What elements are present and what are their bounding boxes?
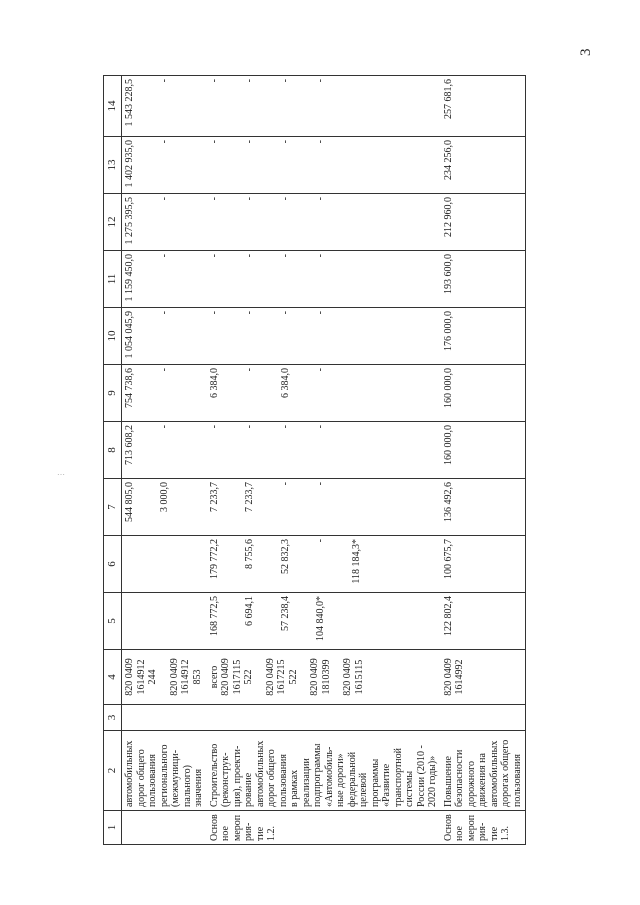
column-header-7: 7: [104, 479, 122, 536]
column-header-1: 1: [104, 811, 122, 845]
cell-line: автомобильных: [124, 740, 135, 807]
cell-line: пального): [181, 765, 193, 807]
value: [147, 254, 159, 304]
value-cell-col-9: [122, 365, 207, 422]
value: -: [208, 425, 220, 429]
cell-line: Основное: [208, 814, 231, 841]
value: -: [158, 425, 170, 429]
cell-line: тие 1.2.: [254, 826, 277, 841]
value: 57 238,4: [279, 596, 291, 631]
value: 234 256,0: [442, 140, 454, 180]
value: [351, 79, 363, 133]
value-cell-col-5: [207, 593, 441, 650]
value: 160 000,0: [442, 425, 454, 465]
value: [147, 140, 159, 190]
value: 118 184,3*: [350, 539, 362, 584]
value-cell-col-12: [441, 194, 526, 251]
blank-cell: [441, 705, 526, 731]
column-header-9: 9: [104, 365, 122, 422]
cell-line: 820 0409: [220, 658, 231, 696]
cell-line: 820 0409: [124, 658, 135, 696]
value: -: [279, 140, 291, 144]
value: 1 543 228,5: [124, 79, 135, 127]
value: [351, 197, 363, 247]
cell-line: федеральной: [346, 751, 358, 807]
value: 6 384,0: [279, 368, 291, 398]
value: -: [279, 254, 291, 258]
value: -: [244, 425, 255, 429]
value: -: [158, 79, 170, 83]
value: -: [315, 311, 326, 315]
value: 168 772,5: [208, 596, 220, 636]
value: [147, 197, 159, 247]
cell-line: (межмуници-: [170, 749, 181, 807]
value-cell-col-7: [207, 479, 441, 536]
value: -: [244, 197, 255, 201]
value: [136, 596, 148, 646]
cell-line: 820 0409: [264, 658, 276, 696]
cell-line: Повышение: [442, 756, 454, 807]
value-cell-col-13: [207, 137, 441, 194]
value: 104 840,0*: [315, 596, 326, 641]
table-row: [441, 76, 526, 845]
value: 122 802,4: [442, 596, 454, 636]
value: [351, 482, 363, 532]
value: 6 384,0: [208, 368, 220, 398]
value: [124, 539, 136, 589]
cell-line: пользования: [147, 754, 158, 807]
value-cell-col-5: [441, 593, 526, 650]
spacer: [332, 653, 342, 701]
value: -: [158, 254, 170, 258]
value: [147, 539, 159, 589]
value: [351, 425, 363, 475]
cell-line: ные дороги»: [335, 753, 346, 807]
value: -: [315, 140, 326, 144]
value: 160 000,0: [442, 368, 454, 408]
cell-line: подпрограммы: [312, 743, 323, 807]
cell-line: 1615115: [353, 659, 365, 695]
value: [136, 140, 148, 190]
value-cell-col-13: [122, 137, 207, 194]
value: [136, 79, 148, 133]
value: 3 000,0: [158, 482, 170, 512]
value: -: [315, 425, 326, 429]
value: -: [244, 140, 255, 144]
value: -: [244, 368, 255, 372]
value: [136, 482, 148, 532]
value: 1 402 935,0: [124, 140, 135, 188]
value-cell-col-8: [441, 422, 526, 479]
value: [136, 197, 148, 247]
cell-line: 522: [287, 669, 299, 685]
table-body: [122, 76, 526, 845]
value: [351, 140, 363, 190]
page-number: 3: [578, 48, 594, 56]
value: -: [158, 197, 170, 201]
spacer: [255, 653, 265, 701]
cell-line: регионального: [158, 744, 170, 807]
value: [136, 539, 148, 589]
event-number-cell: [207, 811, 441, 845]
value: 544 805,0: [124, 482, 135, 522]
column-header-11: 11: [104, 251, 122, 308]
value-cell-col-10: [441, 308, 526, 365]
value: -: [279, 197, 291, 201]
value: [351, 311, 363, 361]
value: 100 675,7: [442, 539, 454, 579]
value-cell-col-11: [207, 251, 441, 308]
column-header-14: 14: [104, 76, 122, 137]
value-cell-col-8: [207, 422, 441, 479]
value: [159, 539, 171, 589]
value: -: [315, 79, 326, 83]
cell-line: 1614912: [180, 659, 191, 695]
budget-code-cell: [441, 650, 526, 705]
value: 1 159 450,0: [124, 254, 135, 302]
value: 754 738,6: [124, 368, 135, 408]
value: 7 233,7: [244, 482, 255, 512]
value: 212 960,0: [442, 197, 454, 237]
cell-line: мероприя-: [465, 814, 488, 841]
budget-table: [103, 75, 526, 845]
blank-cell: [207, 705, 441, 731]
budget-code-cell: [207, 650, 441, 705]
value-cell-col-7: [122, 479, 207, 536]
cell-line: транспортной: [392, 747, 404, 807]
value-cell-col-9: [441, 365, 526, 422]
cell-line: автомобильных: [488, 740, 500, 807]
value: -: [208, 311, 220, 315]
value: [124, 596, 136, 646]
column-header-3: 3: [104, 705, 122, 731]
value: [136, 254, 148, 304]
value: -: [315, 368, 326, 372]
column-header-12: 12: [104, 194, 122, 251]
cell-line: 1810399: [320, 659, 332, 695]
blank-cell: [122, 705, 207, 731]
cell-line: всего: [208, 665, 220, 689]
value-cell-col-5: [122, 593, 207, 650]
value: [136, 368, 148, 418]
value: [351, 368, 363, 418]
column-header-10: 10: [104, 308, 122, 365]
column-header-5: 5: [104, 593, 122, 650]
spacer: [299, 653, 309, 701]
value: [147, 596, 159, 646]
value: [136, 425, 148, 475]
value: [147, 79, 159, 133]
value: [351, 254, 363, 304]
cell-line: в рамках: [289, 769, 300, 807]
column-header-6: 6: [104, 536, 122, 593]
value: 7 233,7: [208, 482, 220, 512]
value: [147, 368, 159, 418]
table-row: [122, 76, 207, 845]
header-row: [104, 76, 122, 845]
cell-line: дорогах общего: [500, 739, 511, 807]
cell-line: 522: [243, 669, 254, 685]
cell-line: России (2010 -: [415, 745, 427, 807]
cell-line: 1614912: [135, 659, 147, 695]
cell-line: 820 0409: [342, 658, 353, 696]
column-header-8: 8: [104, 422, 122, 479]
value: [159, 596, 171, 646]
value: -: [315, 539, 326, 543]
cell-line: Основное: [442, 814, 465, 841]
cell-line: мероприя-: [231, 814, 254, 841]
value: [147, 311, 159, 361]
value: -: [208, 254, 220, 258]
cell-line: системы: [404, 770, 415, 807]
value: -: [158, 140, 170, 144]
value-cell-col-14: [207, 76, 441, 137]
value: 52 832,3: [279, 539, 291, 574]
value-cell-col-11: [441, 251, 526, 308]
value: -: [279, 482, 291, 486]
value: 257 681,6: [442, 79, 454, 119]
value: -: [208, 197, 220, 201]
column-header-4: 4: [104, 650, 122, 705]
event-number-cell: [122, 811, 207, 845]
value: -: [315, 482, 326, 486]
budget-code-cell: [122, 650, 207, 705]
value: -: [244, 79, 255, 83]
value-cell-col-12: [122, 194, 207, 251]
cell-line: автомобильных: [254, 740, 266, 807]
value: [147, 482, 159, 532]
cell-line: 820 0409: [168, 658, 180, 696]
value: -: [158, 311, 170, 315]
value: -: [315, 254, 326, 258]
cell-line: «Развитие: [381, 763, 392, 807]
cell-line: дорог общего: [266, 749, 277, 807]
value-cell-col-9: [207, 365, 441, 422]
rotated-table-wrapper: [103, 75, 563, 845]
cell-line: 1617215: [276, 659, 287, 695]
cell-line: 820 0409: [309, 658, 320, 696]
cell-line: ция), проекти-: [231, 745, 243, 807]
value: -: [158, 368, 170, 372]
cell-line: 1617115: [231, 659, 243, 695]
value-cell-col-10: [122, 308, 207, 365]
value: 1 054 045,9: [124, 311, 135, 359]
cell-line: 2020 годы)»: [427, 755, 438, 807]
value: -: [244, 254, 255, 258]
value: -: [244, 311, 255, 315]
value: 8 755,6: [244, 539, 255, 569]
cell-line: «Автомобиль-: [323, 746, 335, 807]
cell-line: целевой: [358, 772, 369, 807]
value: 193 600,0: [442, 254, 454, 294]
cell-line: 1614992: [454, 659, 465, 695]
table-row: [207, 76, 441, 845]
value-cell-col-6: [122, 536, 207, 593]
value: [136, 311, 148, 361]
cell-line: движения на: [477, 753, 488, 807]
cell-line: дорожного: [465, 761, 477, 807]
cell-line: значения: [193, 768, 204, 807]
value-cell-col-10: [207, 308, 441, 365]
column-header-2: 2: [104, 731, 122, 811]
value: -: [279, 79, 291, 83]
event-number-cell: [441, 811, 526, 845]
value: [351, 596, 363, 646]
value: -: [208, 79, 220, 83]
value-cell-col-14: [122, 76, 207, 137]
value: 713 608,2: [124, 425, 135, 465]
value: 6 694,1: [244, 596, 255, 626]
value: 1 275 395,5: [124, 197, 135, 245]
cell-line: 244: [147, 669, 158, 685]
cell-line: тие 1.3.: [488, 826, 511, 841]
value-cell-col-14: [441, 76, 526, 137]
value-cell-col-11: [122, 251, 207, 308]
cell-line: безопасности: [454, 749, 465, 807]
value: [147, 425, 159, 475]
value: -: [208, 140, 220, 144]
event-name-cell: [441, 731, 526, 811]
value-cell-col-8: [122, 422, 207, 479]
value: -: [279, 425, 291, 429]
value-cell-col-13: [441, 137, 526, 194]
cell-line: Строительство: [208, 743, 220, 807]
margin-mark: …: [57, 468, 65, 477]
value: -: [315, 197, 326, 201]
cell-line: 820 0409: [442, 658, 454, 696]
value: -: [279, 311, 291, 315]
event-name-cell: [207, 731, 441, 811]
spacer: [159, 653, 169, 701]
cell-line: рование: [243, 772, 254, 807]
value-cell-col-7: [441, 479, 526, 536]
value: 179 772,2: [208, 539, 220, 579]
cell-line: пользования: [277, 754, 289, 807]
cell-line: пользования: [511, 754, 523, 807]
cell-line: 853: [191, 669, 203, 685]
cell-line: (реконструк-: [220, 752, 231, 807]
value: 176 000,0: [442, 311, 454, 351]
value-cell-col-6: [441, 536, 526, 593]
cell-line: программы: [369, 758, 381, 807]
cell-line: дорог общего: [135, 749, 147, 807]
event-name-cell: [122, 731, 207, 811]
value-cell-col-12: [207, 194, 441, 251]
value-cell-col-6: [207, 536, 441, 593]
column-header-13: 13: [104, 137, 122, 194]
value: 136 492,6: [442, 482, 454, 522]
cell-line: реализации: [300, 758, 312, 807]
